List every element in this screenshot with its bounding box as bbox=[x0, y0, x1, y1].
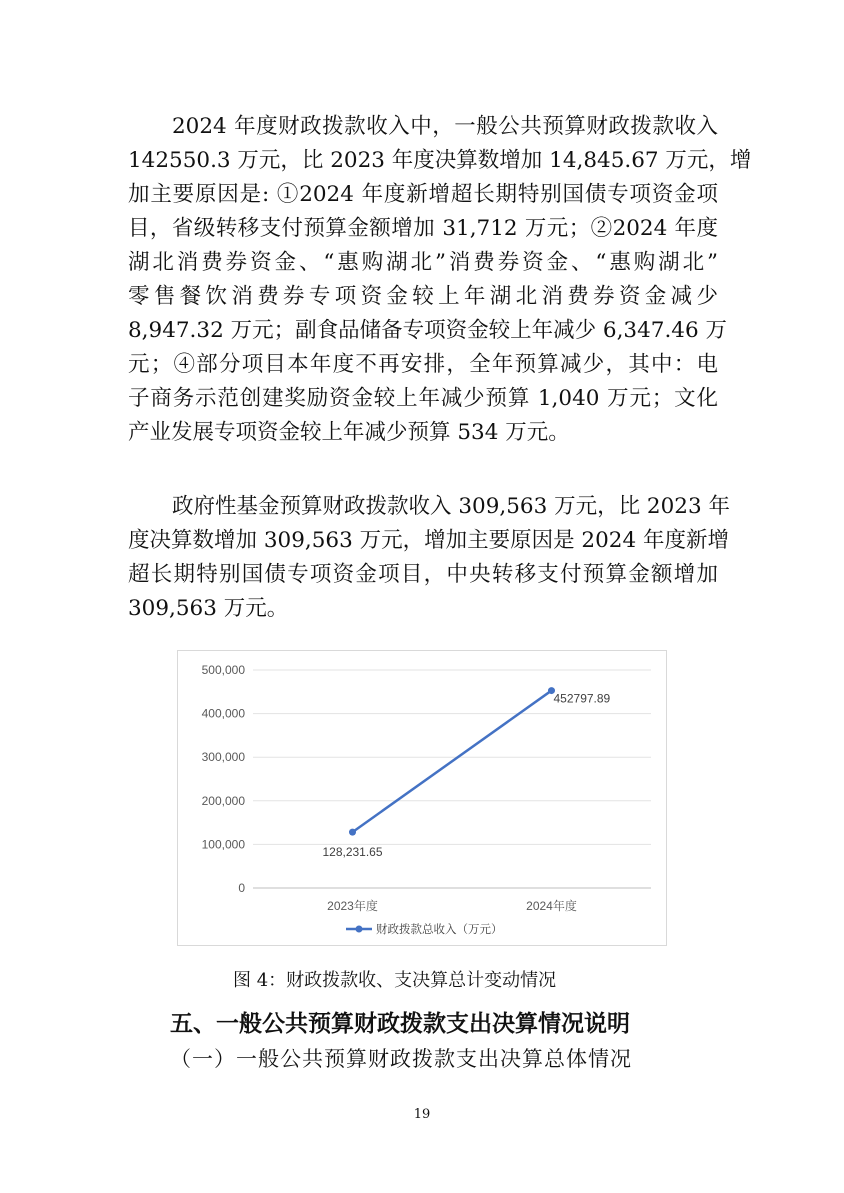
data-label: 128,231.65 bbox=[322, 845, 383, 860]
text-line: 8,947.32 万元；副食品储备专项资金较上年减少 6,347.46 万 bbox=[128, 318, 727, 343]
y-tick-label: 100,000 bbox=[201, 837, 245, 852]
text-line: 产业发展专项资金较上年减少预算 534 万元。 bbox=[128, 420, 570, 445]
y-tick-label: 500,000 bbox=[201, 663, 245, 677]
y-tick-label: 0 bbox=[238, 881, 245, 895]
chart-canvas bbox=[178, 651, 666, 945]
text-line: 政府性基金预算财政拨款收入 309,563 万元，比 2023 年 bbox=[172, 494, 730, 519]
y-tick-label: 300,000 bbox=[201, 750, 245, 765]
text-line: 加主要原因是: ①2024 年度新增超长期特别国债专项资金项 bbox=[128, 182, 718, 207]
text-line: 超长期特别国债专项资金项目，中央转移支付预算金额增加 bbox=[128, 562, 718, 587]
text-line: 湖北消费券资金、“惠购湖北”消费券资金、“惠购湖北” bbox=[128, 250, 718, 275]
text-line: 309,563 万元。 bbox=[128, 596, 289, 621]
text-line: 元；④部分项目本年度不再安排，全年预算减少，其中：电 bbox=[128, 352, 718, 377]
paragraph-2 bbox=[128, 490, 730, 626]
text-line: 142550.3 万元，比 2023 年度决算数增加 14,845.67 万元，增 bbox=[128, 148, 752, 173]
figure-caption: 图 4：财政拨款收、支决算总计变动情况 bbox=[233, 970, 557, 991]
text-line: 度决算数增加 309,563 万元，增加主要原因是 2024 年度新增 bbox=[128, 528, 729, 553]
series-line bbox=[353, 691, 552, 833]
x-tick-label: 2024年度 bbox=[526, 899, 577, 913]
text-line: 2024 年度财政拨款收入中，一般公共预算财政拨款收入 bbox=[172, 114, 718, 139]
page-number: 19 bbox=[413, 1107, 431, 1122]
text-line: 子商务示范创建奖励资金较上年减少预算 1,040 万元；文化 bbox=[128, 386, 718, 411]
text-line: 零售餐饮消费券专项资金较上年湖北消费券资金减少 bbox=[128, 284, 718, 309]
section-heading: 五、一般公共预算财政拨款支出决算情况说明 bbox=[170, 1011, 630, 1037]
y-tick-label: 400,000 bbox=[201, 706, 245, 721]
data-label: 452797.89 bbox=[553, 691, 611, 706]
paragraph-1 bbox=[128, 110, 752, 450]
y-tick-label: 200,000 bbox=[201, 793, 245, 808]
legend-label: 财政拨款总收入（万元） bbox=[376, 924, 503, 936]
revenue-line-chart bbox=[177, 650, 667, 946]
data-point bbox=[349, 829, 356, 836]
legend-marker bbox=[356, 926, 363, 933]
sub-heading: （一）一般公共预算财政拨款支出决算总体情况 bbox=[170, 1047, 632, 1071]
text-line: 目，省级转移支付预算金额增加 31,712 万元；②2024 年度 bbox=[128, 216, 718, 241]
x-tick-label: 2023年度 bbox=[327, 899, 378, 913]
